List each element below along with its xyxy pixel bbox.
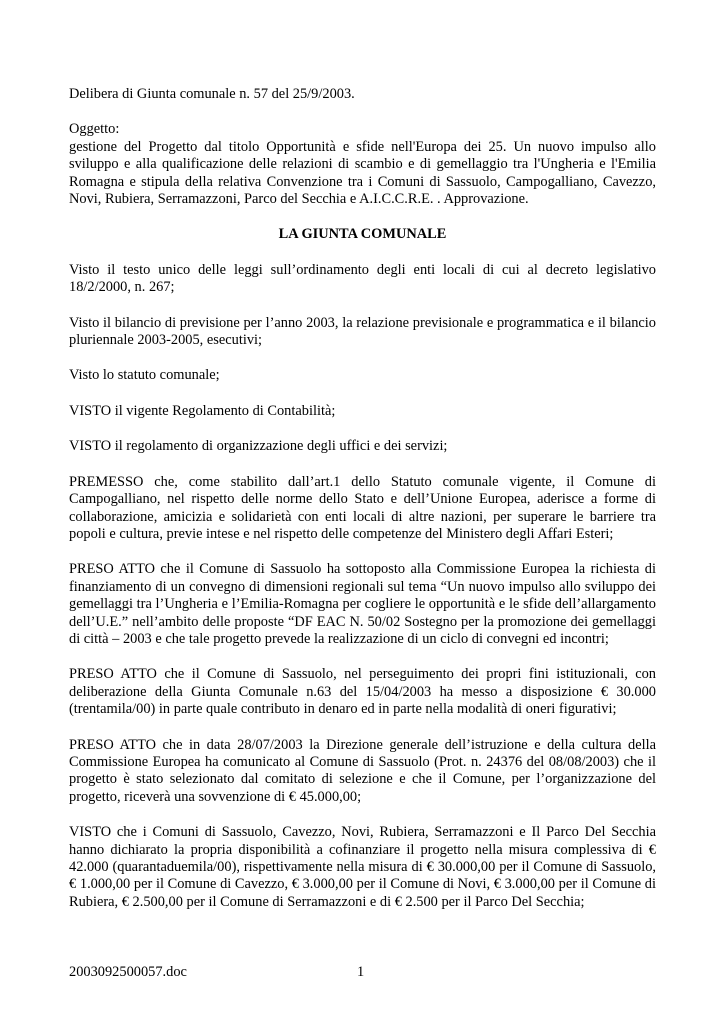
paragraph-premesso: PREMESSO che, come stabilito dall’art.1 dello Statuto comunale vigente, il Comune di Campogalliano, nel rispetto delle norme dello Stato e dell’Unione Europea, aderisce a forme di collaborazione, amicizia e solidarietà con enti locali di altre nazioni, per superare le barriere tra popoli e cultura, previe intese e nel rispetto delle competenze del Ministero degli Affari Esteri; — [69, 473, 656, 542]
document-body — [69, 86, 656, 929]
footer-page-number: 1 — [357, 964, 365, 980]
paragraph-preso-atto-commissione: PRESO ATTO che il Comune di Sassuolo ha sottoposto alla Commissione Europea la richiesta di finanziamento di un convegno di dimensioni regionali sul tema “Un nuovo impulso allo sviluppo dei gemellaggi tra l’Ungheria e l’Emilia-Romagna per cogliere le opportunità e le sfide dell’allargamento dell’U.E.” nell’ambito delle proposte “DF EAC N. 50/02 Sostegno per la promozione dei gemellaggi di città – 2003 e che tale progetto prevede la realizzazione di un ciclo di convegni ed incontri; — [69, 561, 656, 647]
deliberation-title: Delibera di Giunta comunale n. 57 del 25/9/2003. — [69, 86, 355, 102]
section-heading: LA GIUNTA COMUNALE — [278, 226, 447, 243]
subject-text: gestione del Progetto dal titolo Opportunità e sfide nell'Europa dei 25. Un nuovo impulso allo sviluppo e alla qualificazione delle relazioni di scambio e di gemellaggio tra l'Ungheria e l'Emilia Romagna e stipula della relativa Convenzione tra i Comuni di Sassuolo, Campogalliano, Cavezzo, Novi, Rubiera, Serramazzoni, Parco del Secchia e A.I.C.C.R.E. . Approvazione. — [69, 138, 656, 208]
paragraph-preso-atto-direzione: PRESO ATTO che in data 28/07/2003 la Direzione generale dell’istruzione e della cultura della Commissione Europea ha comunicato al Comune di Sassuolo (Prot. n. 24376 del 08/08/2003) che il progetto è stato selezionato dal comitato di selezione e che il Comune, per l’organizzazione del progetto, riceverà una sovvenzione di € 45.000,00; — [69, 736, 656, 805]
paragraph-visto-testo-unico: Visto il testo unico delle leggi sull’ordinamento degli enti locali di cui al decreto legislativo 18/2/2000, n. 267; — [69, 261, 656, 296]
subject-label: Oggetto: — [69, 121, 120, 138]
paragraph-visto-regolamento-contabilita: VISTO il vigente Regolamento di Contabilità; — [69, 402, 336, 419]
paragraph-visto-bilancio: Visto il bilancio di previsione per l’anno 2003, la relazione previsionale e programmatica e il bilancio pluriennale 2003-2005, esecutivi; — [69, 314, 656, 349]
subject-block — [69, 121, 656, 208]
paragraph-visto-comuni: VISTO che i Comuni di Sassuolo, Cavezzo, Novi, Rubiera, Serramazzoni e Il Parco Del Secchia hanno dichiarato la propria disponibilità a cofinanziare il progetto nella misura complessiva di € 42.000 (quarantaduemila/00), rispettivamente nella misura di € 30.000,00 per il Comune di Sassuolo, € 1.000,00 per il Comune di Cavezzo, € 3.000,00 per il Comune di Novi, € 3.000,00 per il Comune di Rubiera, € 2.500,00 per il Comune di Serramazzoni e di € 2.500 per il Parco Del Secchia; — [69, 824, 656, 910]
footer-filename: 2003092500057.doc — [69, 964, 187, 980]
paragraph-visto-regolamento-uffici: VISTO il regolamento di organizzazione degli uffici e dei servizi; — [69, 438, 448, 455]
paragraph-visto-statuto: Visto lo statuto comunale; — [69, 367, 220, 384]
paragraph-preso-atto-sassuolo: PRESO ATTO che il Comune di Sassuolo, nel perseguimento dei propri fini istituzionali, con deliberazione della Giunta Comunale n.63 del 15/04/2003 ha messo a disposizione € 30.000 (trentamila/00) in parte quale contributo in denaro ed in parte nella modalità di oneri figurativi; — [69, 666, 656, 718]
